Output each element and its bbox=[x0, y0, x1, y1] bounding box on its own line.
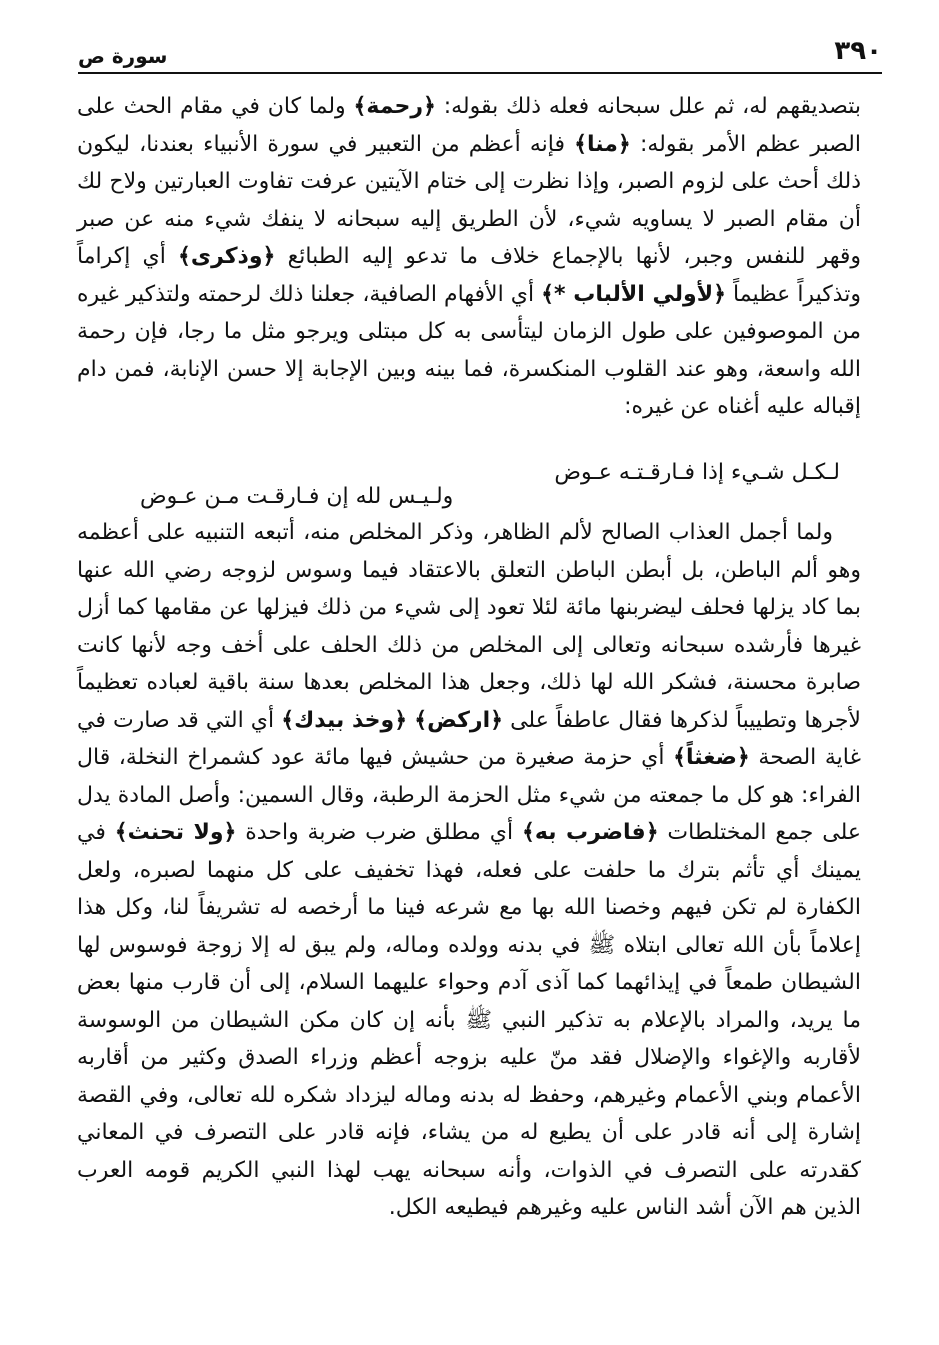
verse-hemistich-second: ولـيـس لله إن فـارقـت مـن عـوض bbox=[140, 484, 454, 509]
verse-hemistich-first: لـكـل شـيء إذا فـارقـتـه عـوض bbox=[554, 460, 840, 485]
paragraph-text: فإنه أعظم من التعبير في سورة الأنبياء بعندنا، ليكون ذلك أحث على لزوم الصبر، وإذا نظرت إلى ختام الآيتين عرفت تفاوت العبارتين ولاح لك أن مقام الصبر لا يساويه شيء، لأن الطريق إليه سبحانه لا ينفك شيء منه عن صبر وقهر للنفس وجبر، لأنها بالإجماع خلاف ما تدعو إليه الطبائع bbox=[77, 131, 861, 269]
paragraph-text: بتصديقهم له، ثم علل سبحانه فعله ذلك بقوله: bbox=[435, 94, 861, 119]
surah-name: سورة ص bbox=[78, 44, 168, 68]
paragraph-text: ولما أجمل العذاب الصالح لألم الظاهر، وذكر المخلص منه، أتبعه التنبيه على أعظمه وهو ألم الباطن، بل أبطن الباطن التعلق بالاعتقاد فيما وسوس لزوجه رضي الله عنها بما كاد يزلها فحلف ليضربنها مائة لئلا تعود إلى شيء من ذلك فيزلها عن مقامها كما أزل غيرها فأرشده سبحانه وتعالى إلى المخلص من ذلك الحلف على أخف وجه لأنها كانت صابرة محسنة، فشكر الله لها ذلك، وجعل هذا المخلص بعدها سنة باقية لعباده تعظيماً لأجرها وتطييباً لذكرها فقال عاطفاً على bbox=[77, 520, 861, 733]
quran-quote: ﴿ اركض ﴾ bbox=[414, 708, 503, 733]
header-rule bbox=[78, 72, 882, 74]
quran-quote: ﴿ وخذ بيدك ﴾ bbox=[281, 708, 407, 733]
quran-quote: ﴿ ضغثاً ﴾ bbox=[673, 745, 750, 770]
quran-quote: ﴿ رحمة ﴾ bbox=[353, 94, 435, 119]
poetry-verse bbox=[80, 460, 880, 520]
quran-quote: ﴿ منا ﴾ bbox=[574, 132, 631, 157]
paragraph-text: أي مطلق ضرب ضربة واحدة bbox=[236, 820, 522, 845]
paragraph-text: أي التي قد صارت في غاية الصحة bbox=[77, 707, 861, 770]
paragraph-1 bbox=[77, 88, 861, 426]
page-number: ٣٩٠ bbox=[834, 36, 882, 66]
quran-quote: ﴿ فاضرب به ﴾ bbox=[522, 820, 659, 845]
quran-quote: ﴿ لأولي الألباب * ﴾ bbox=[541, 282, 726, 307]
paragraph-text: ولما كان في مقام الحث على الصبر عظم الأمر بقوله: bbox=[77, 94, 861, 157]
paragraph-text: أي الأفهام الصافية، جعلنا ذلك لرحمته ولتذكير غيره من الموصوفين على طول الزمان ليتأسى به كل مبتلى ويرجو مثل ما رجا، فإن رحمة الله واسعة، وهو عند القلوب المنكسرة، فما بينه وبين الإجابة إلا حسن الإنابة، فمن دام إقباله عليه أغناه عن غيره: bbox=[77, 281, 861, 419]
paragraph-text: في يمينك أي تأثم بترك ما حلفت على فعله، فهذا تخفيف على كل منهما لصبره، ولعل الكفارة لم تكن فيهم وخصنا الله بها مع شرعه فينا ما أرخصه له تشريفاً لنا، وكل هذا إعلاماً بأن الله تعالى ابتلاه ﷺ في بدنه وولده وماله، ولم يبق له إلا زوجة فوسوس لها الشيطان طمعاً في إيذائهما كما آذى آدم وحواء عليهما السلام، إلى أن قارب منها بعض ما يريد، والمراد بالإعلام به تذكير النبي ﷺ بأنه إن كان مكن الشيطان من الوسوسة لأقاربه والإغواء والإضلال فقد منّ عليه بزوجه أعظم وزراء الصدق وكثير من أقاربه الأعمام وبني الأعمام وغيرهم، وحفظ له بدنه وماله ليزداد شكره لله تعالى، وفي القصة إشارة إلى أنه قادر على أن يطيع له من يشاء، فإنه قادر على التصرف في المعاني كقدرته على التصرف في الذوات، وأنه سبحانه يهب لهذا النبي الكريم قومه العرب الذين هم الآن أشد الناس عليه وغيرهم فيطيعه الكل. bbox=[77, 820, 861, 1220]
quran-quote: ﴿ ولا تحنث ﴾ bbox=[115, 820, 237, 845]
paragraph-text: أي إكراماً وتذكيراً عظيماً bbox=[77, 244, 861, 307]
page-header bbox=[78, 36, 882, 70]
paragraph-2 bbox=[77, 514, 861, 1227]
paragraph-text: أي حزمة صغيرة من حشيش فيها مائة عود كشمراخ النخلة، قال الفراء: هو كل ما جمعته من شيء مثل الحزمة الرطبة، وقال السمين: وأصل المادة يدل على جمع المختلطات bbox=[77, 745, 861, 845]
quran-quote: ﴿ وذكرى ﴾ bbox=[178, 244, 275, 269]
